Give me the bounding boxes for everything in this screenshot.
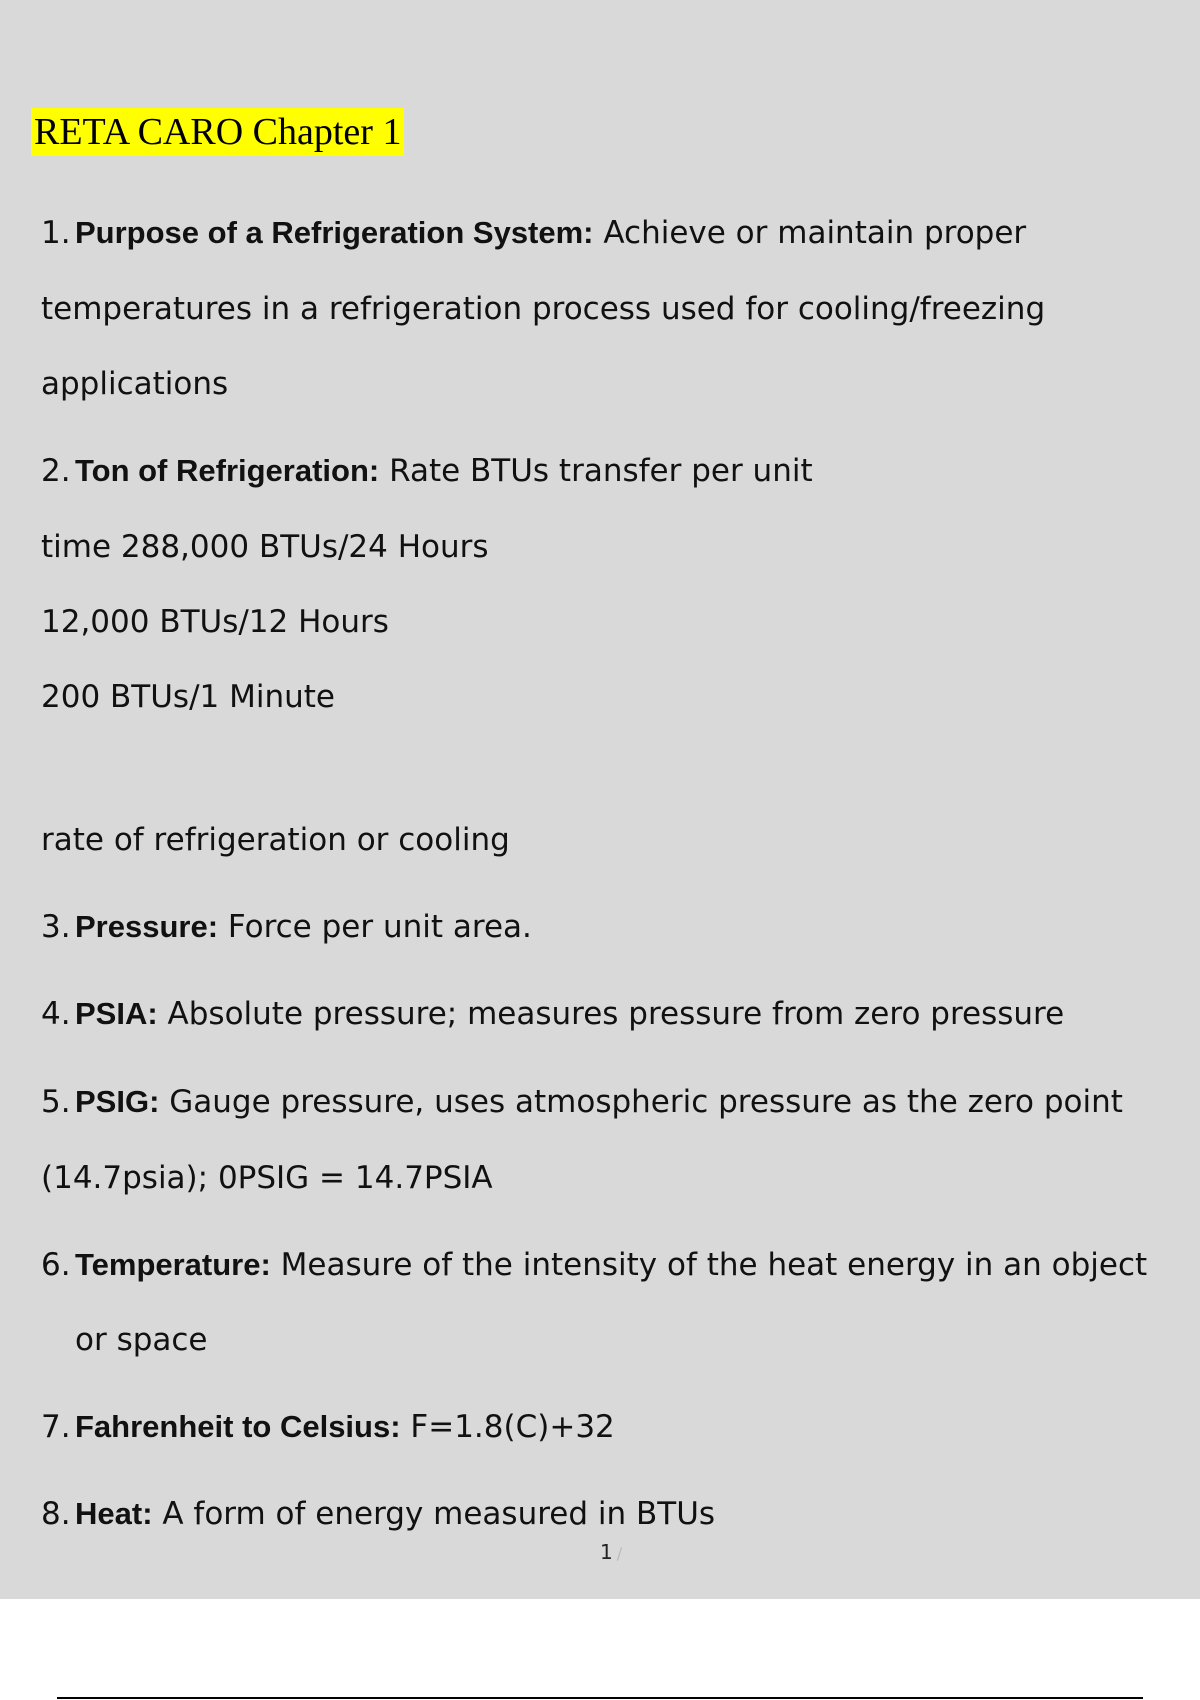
item-term: Pressure:	[75, 909, 219, 944]
item-2-continuation-1: time 288,000 BTUs/24 Hours	[41, 529, 489, 565]
item-1-continuation-2: applications	[41, 366, 229, 402]
item-number: 4.	[41, 996, 71, 1032]
list-item-7	[41, 1407, 615, 1447]
item-term: Fahrenheit to Celsius:	[75, 1409, 401, 1444]
item-definition: F=1.8(C)+32	[400, 1409, 615, 1445]
item-term: Heat:	[75, 1496, 153, 1531]
item-number: 8.	[41, 1496, 71, 1532]
item-definition: Gauge pressure, uses atmospheric pressure as the zero point	[159, 1084, 1123, 1120]
document-title: RETA CARO Chapter 1	[31, 108, 404, 156]
page-number	[600, 1540, 622, 1566]
item-term: PSIA:	[75, 996, 158, 1031]
item-2-continuation-2: 12,000 BTUs/12 Hours	[41, 604, 389, 640]
item-number: 3.	[41, 909, 71, 945]
item-number: 6.	[41, 1247, 71, 1283]
item-definition: Absolute pressure; measures pressure from zero pressure	[157, 996, 1065, 1032]
item-term: PSIG:	[75, 1084, 160, 1119]
item-2-continuation-4: rate of refrigeration or cooling	[41, 822, 510, 858]
item-number: 1.	[41, 215, 71, 251]
item-term: Temperature:	[75, 1247, 271, 1282]
item-5-continuation-1: (14.7psia); 0PSIG = 14.7PSIA	[41, 1160, 493, 1196]
list-item-3	[41, 907, 532, 947]
item-definition: Force per unit area.	[218, 909, 532, 945]
list-item-4	[41, 994, 1064, 1034]
list-item-6	[41, 1245, 1147, 1285]
item-definition: Rate BTUs transfer per unit	[379, 453, 813, 489]
item-number: 7.	[41, 1409, 71, 1445]
item-definition: Achieve or maintain proper	[593, 215, 1027, 251]
item-definition: Measure of the intensity of the heat energy in an object	[270, 1247, 1148, 1283]
page-number-value: 1	[600, 1540, 613, 1564]
list-item-2	[41, 451, 813, 491]
item-6-continuation-1: or space	[75, 1322, 208, 1358]
list-item-5	[41, 1082, 1123, 1122]
item-1-continuation-1: temperatures in a refrigeration process used for cooling/freezing	[41, 291, 1046, 327]
item-number: 2.	[41, 453, 71, 489]
list-item-8	[41, 1494, 715, 1534]
footer-divider	[57, 1697, 1143, 1699]
item-term: Purpose of a Refrigeration System:	[75, 215, 594, 250]
item-2-continuation-3: 200 BTUs/1 Minute	[41, 679, 335, 715]
page-number-suffix: /	[616, 1544, 623, 1563]
item-definition: A form of energy measured in BTUs	[152, 1496, 716, 1532]
item-number: 5.	[41, 1084, 71, 1120]
list-item-1	[41, 213, 1026, 253]
item-term: Ton of Refrigeration:	[75, 453, 380, 488]
